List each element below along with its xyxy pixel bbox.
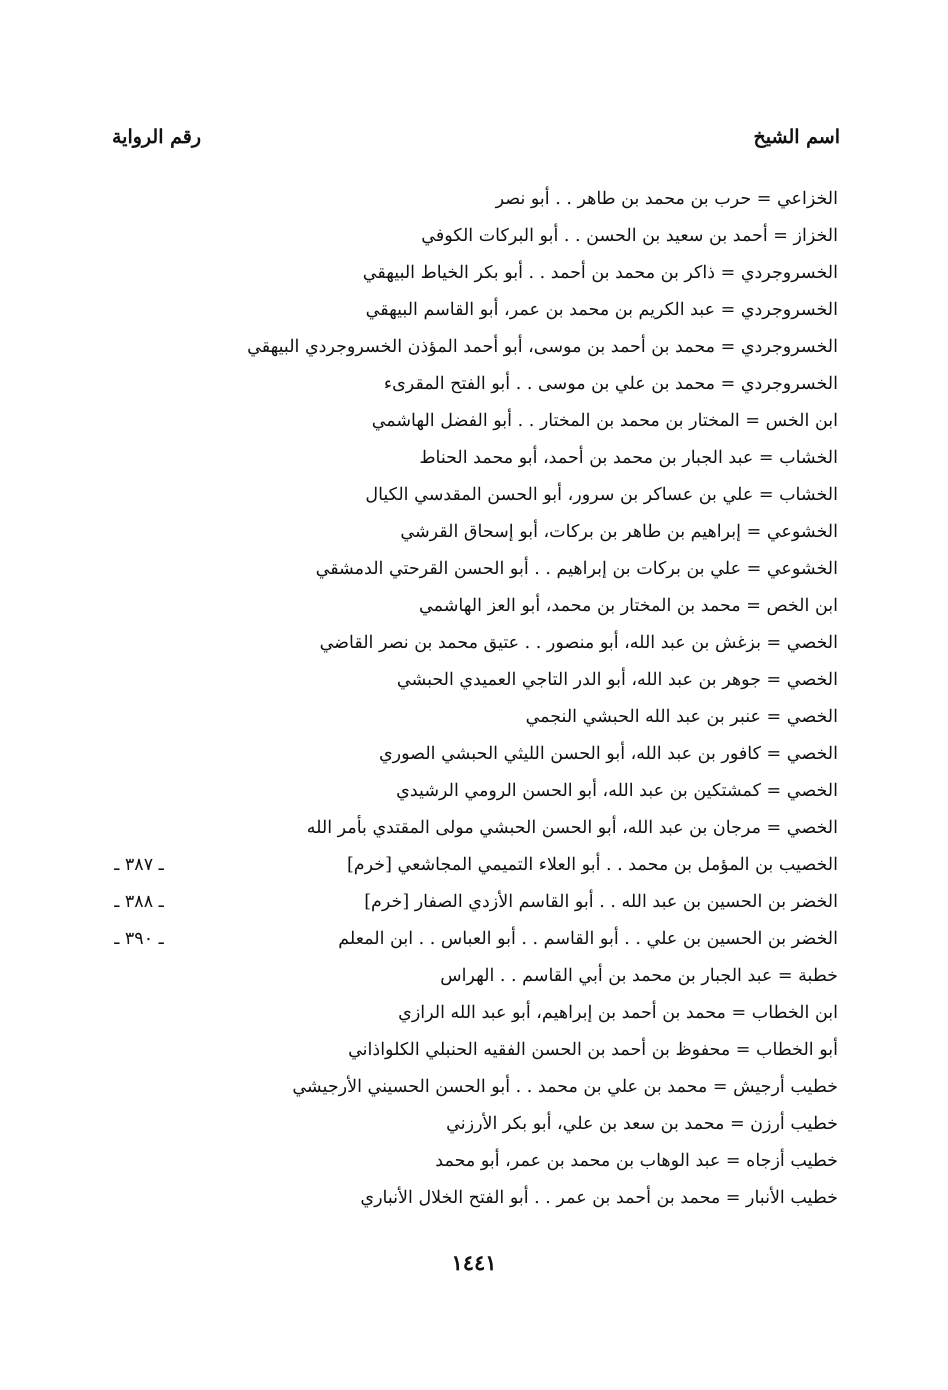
sheikh-entry-text: الخسروجردي = محمد بن علي بن موسى . . أبو الفتح المقرىء	[383, 374, 838, 394]
sheikh-entry-text: ابن الخص = محمد بن المختار بن محمد، أبو العز الهاشمي	[419, 596, 838, 616]
list-item	[108, 886, 838, 923]
sheikh-entry-text: الخصي = عنبر بن عبد الله الحبشي النجمي	[525, 707, 838, 727]
list-item	[108, 1145, 838, 1182]
narration-number: ـ ٣٩٠ ـ	[114, 929, 164, 949]
sheikh-list	[108, 183, 838, 1219]
sheikh-entry-text: الخصي = كمشتكين بن عبد الله، أبو الحسن الرومي الرشيدي	[396, 781, 838, 801]
list-item	[108, 590, 838, 627]
page-number: ١٤٤١	[451, 1250, 497, 1275]
list-item	[108, 331, 838, 368]
list-item	[108, 294, 838, 331]
list-item	[108, 997, 838, 1034]
narration-number: ـ ٣٨٧ ـ	[114, 855, 164, 875]
list-item	[108, 627, 838, 664]
list-item	[108, 664, 838, 701]
narration-number: ـ ٣٨٨ ـ	[114, 892, 164, 912]
sheikh-entry-text: خطيب أرجيش = محمد بن علي بن محمد . . أبو الحسن الحسيني الأرجيشي	[292, 1077, 838, 1097]
sheikh-entry-text: خطبة = عبد الجبار بن محمد بن أبي القاسم . . الهراس	[440, 966, 838, 986]
list-item	[108, 553, 838, 590]
sheikh-entry-text: الخسروجردي = عبد الكريم بن محمد بن عمر، أبو القاسم البيهقي	[365, 300, 838, 320]
sheikh-entry-text: ابن الخطاب = محمد بن أحمد بن إبراهيم، أبو عبد الله الرازي	[398, 1003, 838, 1023]
list-item	[108, 516, 838, 553]
sheikh-entry-text: أبو الخطاب = محفوظ بن أحمد بن الحسن الفقيه الحنبلي الكلواذاني	[348, 1040, 838, 1060]
sheikh-entry-text: الخشاب = عبد الجبار بن محمد بن أحمد، أبو محمد الحناط	[419, 448, 838, 468]
sheikh-entry-text: الخزاعي = حرب بن محمد بن طاهر . . أبو نصر	[495, 189, 838, 209]
list-item	[108, 257, 838, 294]
list-item	[108, 775, 838, 812]
sheikh-entry-text: الخصي = مرجان بن عبد الله، أبو الحسن الحبشي مولى المقتدي بأمر الله	[306, 818, 838, 838]
sheikh-entry-text: خطيب أرزن = محمد بن سعد بن علي، أبو بكر الأرزني	[446, 1114, 838, 1134]
list-item	[108, 183, 838, 220]
list-item	[108, 220, 838, 257]
sheikh-entry-text: الخشوعي = إبراهيم بن طاهر بن بركات، أبو إسحاق القرشي	[400, 522, 838, 542]
sheikh-entry-text: الخصي = بزغش بن عبد الله، أبو منصور . . عتيق محمد بن نصر القاضي	[319, 633, 838, 653]
sheikh-entry-text: ابن الخس = المختار بن محمد بن المختار . . أبو الفضل الهاشمي	[371, 411, 838, 431]
list-item	[108, 1071, 838, 1108]
list-item	[108, 849, 838, 886]
list-item	[108, 368, 838, 405]
sheikh-entry-text: الخشوعي = علي بن بركات بن إبراهيم . . أبو الحسن القرحتي الدمشقي	[315, 559, 838, 579]
list-item	[108, 738, 838, 775]
list-item	[108, 405, 838, 442]
sheikh-entry-text: الخصيب بن المؤمل بن محمد . . أبو العلاء التميمي المجاشعي [خرم]	[346, 855, 838, 875]
sheikh-entry-text: الخصي = كافور بن عبد الله، أبو الحسن الليثي الحبشي الصوري	[378, 744, 838, 764]
sheikh-entry-text: خطيب أزجاه = عبد الوهاب بن محمد بن عمر، أبو محمد	[435, 1151, 838, 1171]
list-item	[108, 923, 838, 960]
list-item	[108, 812, 838, 849]
list-item	[108, 1182, 838, 1219]
sheikh-entry-text: الخسروجردي = ذاكر بن محمد بن أحمد . . أبو بكر الخياط البيهقي	[362, 263, 838, 283]
list-item	[108, 1108, 838, 1145]
list-item	[108, 960, 838, 997]
sheikh-entry-text: الخسروجردي = محمد بن أحمد بن موسى، أبو أحمد المؤذن الخسروجردي البيهقي	[247, 337, 838, 357]
list-item	[108, 701, 838, 738]
sheikh-entry-text: الخشاب = علي بن عساكر بن سرور، أبو الحسن المقدسي الكيال	[365, 485, 838, 505]
sheikh-entry-text: الخصي = جوهر بن عبد الله، أبو الدر التاجي العميدي الحبشي	[396, 670, 838, 690]
sheikh-entry-text: خطيب الأنبار = محمد بن أحمد بن عمر . . أبو الفتح الخلال الأنباري	[360, 1188, 838, 1208]
sheikh-entry-text: الخضر بن الحسين بن عبد الله . . أبو القاسم الأزدي الصفار [خرم]	[364, 892, 838, 912]
list-item	[108, 1034, 838, 1071]
list-item	[108, 479, 838, 516]
sheikh-entry-text: الخزاز = أحمد بن سعيد بن الحسن . . أبو البركات الكوفي	[421, 226, 838, 246]
list-item	[108, 442, 838, 479]
column-header-sheikh-name: اسم الشيخ	[753, 126, 840, 148]
column-header-narration-number: رقم الرواية	[112, 126, 201, 148]
sheikh-entry-text: الخضر بن الحسين بن علي . . أبو القاسم . . أبو العباس . . ابن المعلم	[338, 929, 838, 949]
